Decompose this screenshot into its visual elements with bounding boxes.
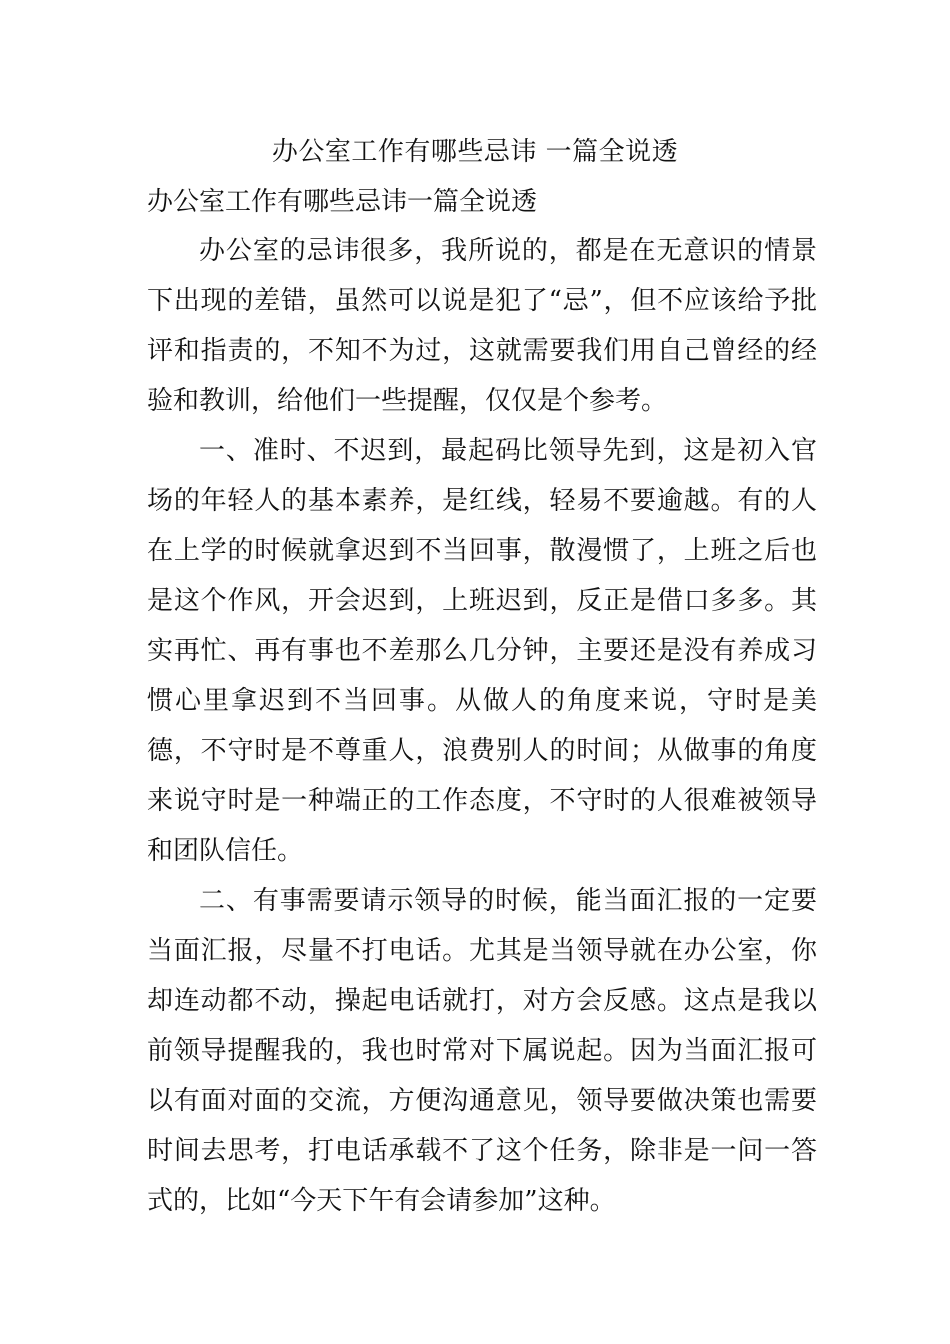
document-title: 办公室工作有哪些忌讳 一篇全说透 (271, 137, 679, 167)
paragraph-intro: 办公室的忌讳很多，我所说的，都是在无意识的情景下出现的差错，虽然可以说是犯了“忌”，但不应该给予批评和指责的，不知不为过，这就需要我们用自己曾经的经验和教训，给他们一些提醒，仅仅是个参考。 (147, 236, 817, 416)
paragraph-point-one: 一、准时、不迟到，最起码比领导先到，这是初入官场的年轻人的基本素养，是红线，轻易不要逾越。有的人在上学的时候就拿迟到不当回事，散漫惯了，上班之后也是这个作风，开会迟到，上班迟到，反正是借口多多。其实再忙、再有事也不差那么几分钟，主要还是没有养成习惯心里拿迟到不当回事。从做人的角度来说，守时是美德，不守时是不尊重人，浪费别人的时间；从做事的角度来说守时是一种端正的工作态度，不守时的人很难被领导和团队信任。 (147, 436, 817, 866)
paragraph-point-two: 二、有事需要请示领导的时候，能当面汇报的一定要当面汇报，尽量不打电话。尤其是当领导就在办公室，你却连动都不动，操起电话就打，对方会反感。这点是我以前领导提醒我的，我也时常对下属说起。因为当面汇报可以有面对面的交流，方便沟通意见，领导要做决策也需要时间去思考，打电话承载不了这个任务，除非是一问一答式的，比如“今天下午有会请参加”这种。 (147, 886, 817, 1216)
document-body (147, 226, 817, 1226)
document-subtitle: 办公室工作有哪些忌讳一篇全说透 (147, 187, 538, 217)
